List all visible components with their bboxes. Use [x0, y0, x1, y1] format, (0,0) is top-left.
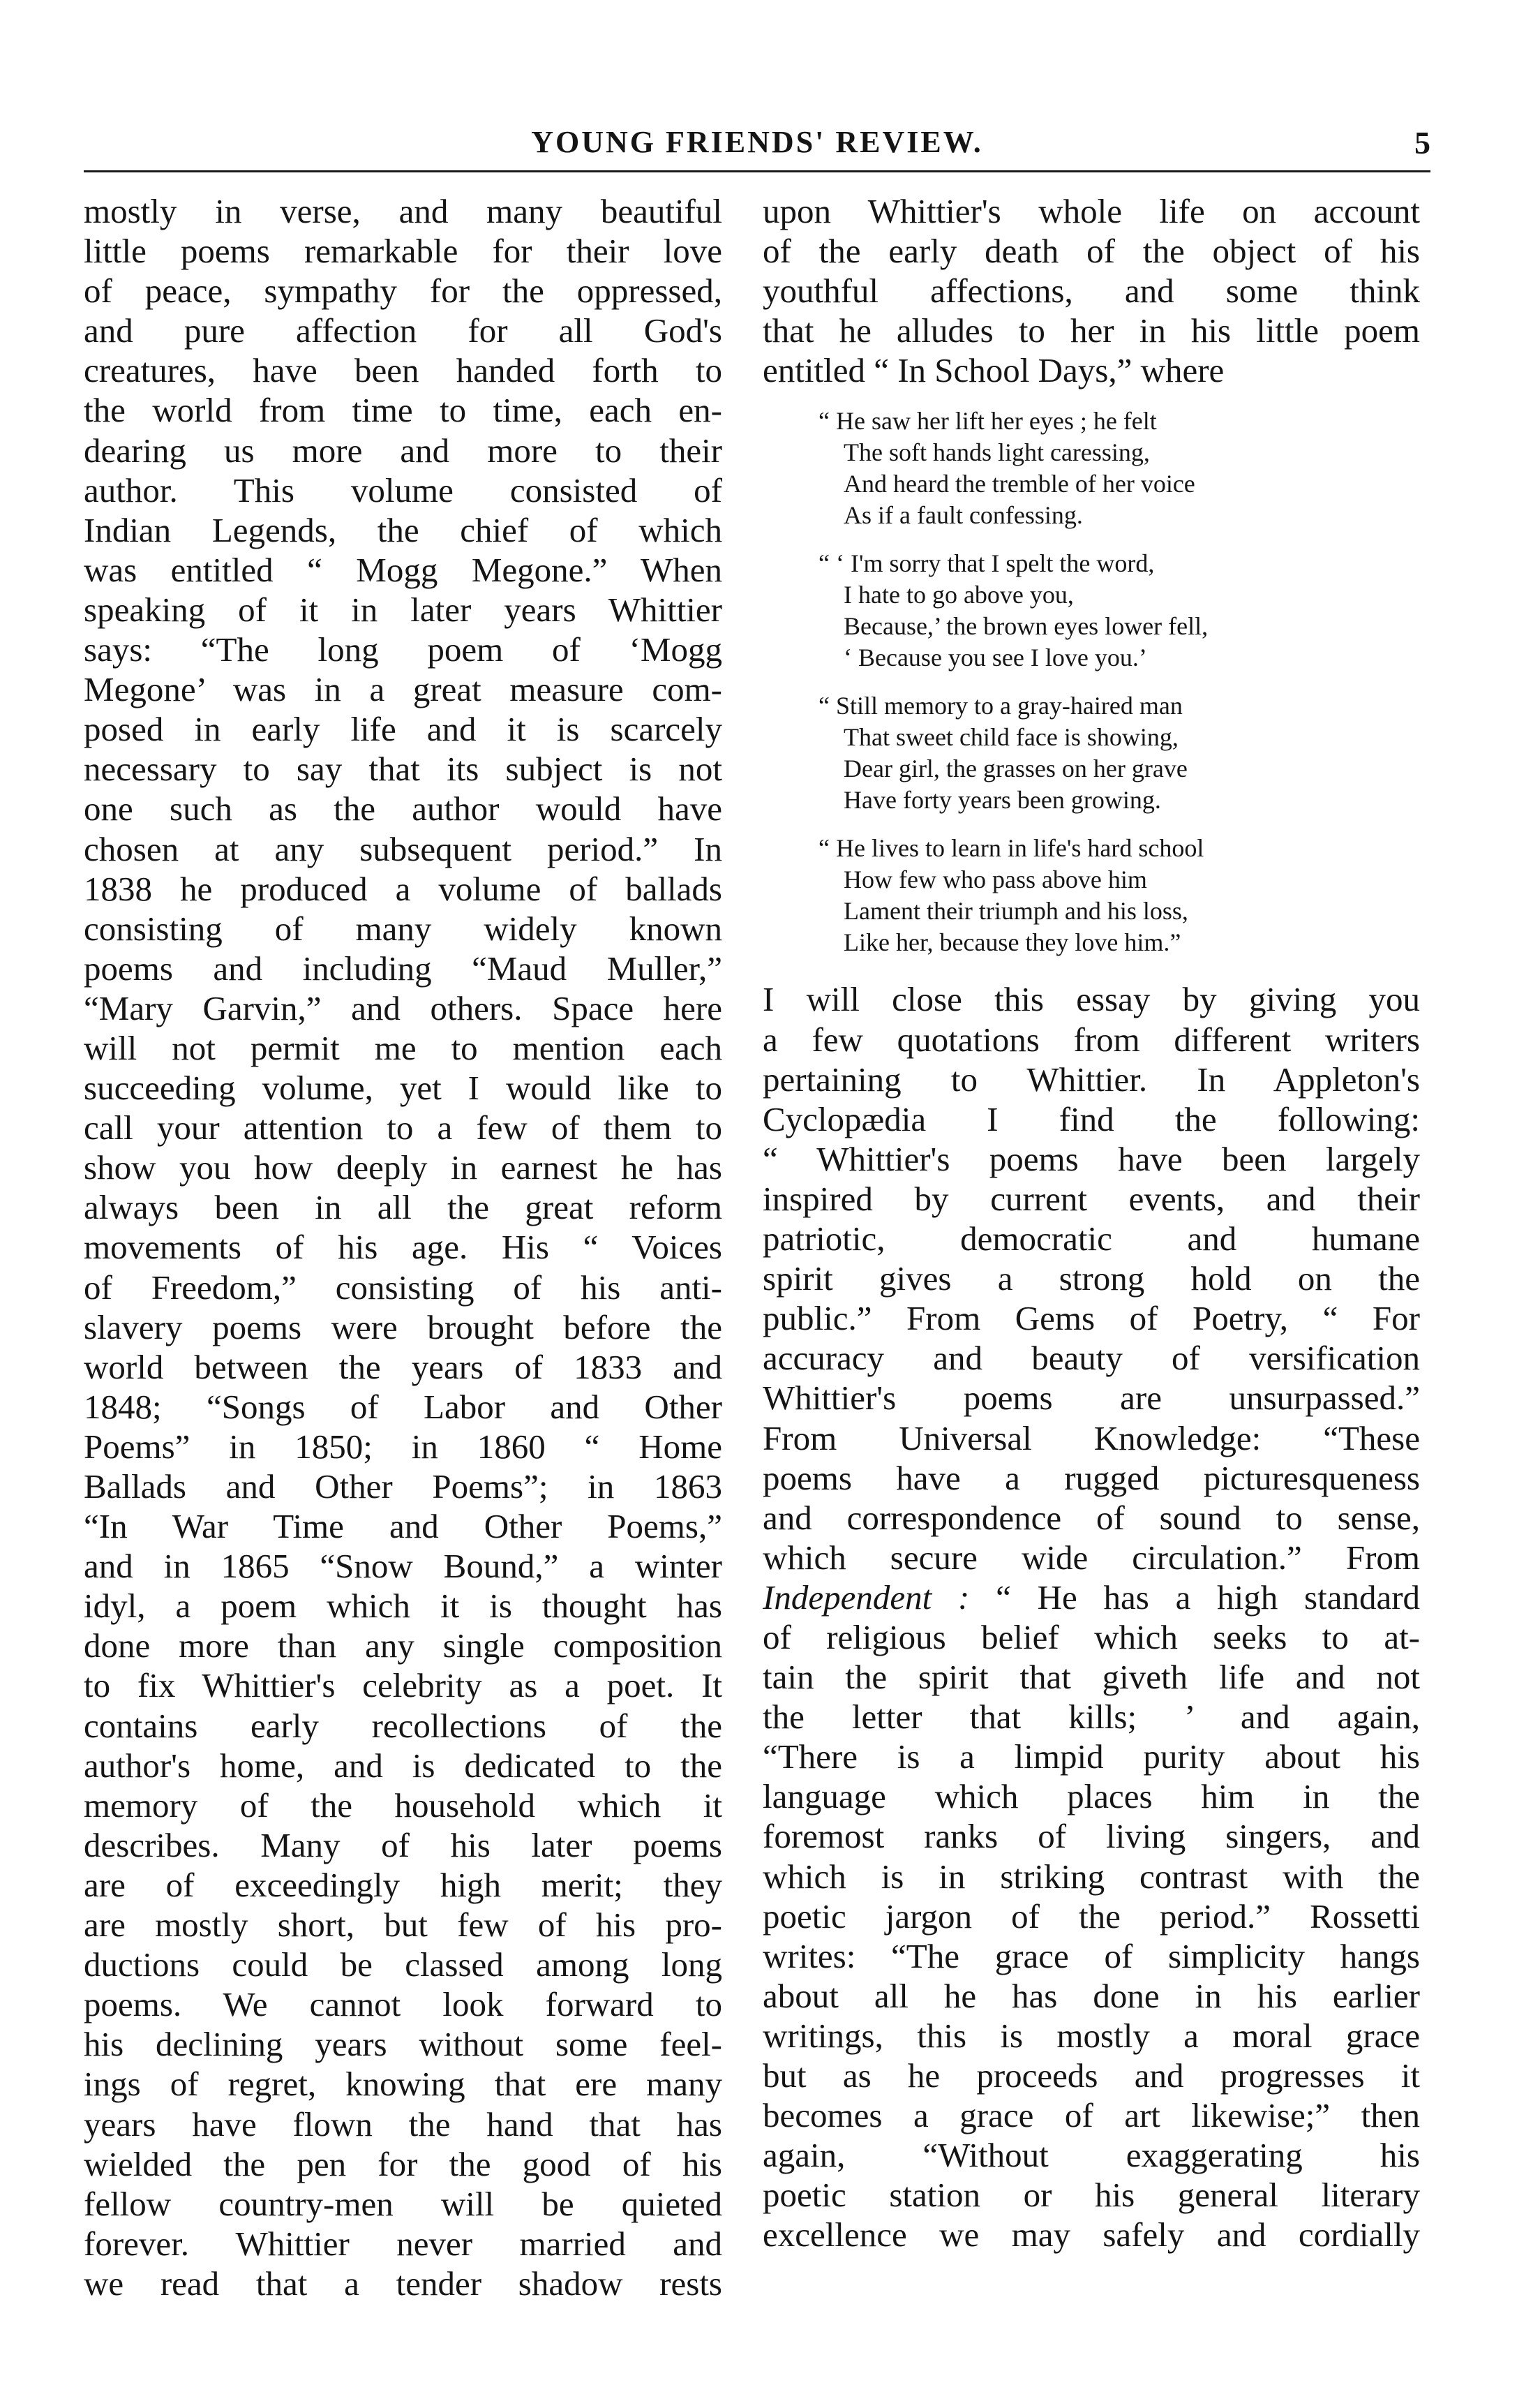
text-line: of peace, sympathy for the oppressed,: [84, 272, 722, 311]
text-line: tain the spirit that giveth life and not: [763, 1658, 1420, 1697]
poem-stanza: [818, 548, 1420, 674]
poem-line: “ He saw her lift her eyes ; he felt: [818, 407, 1157, 436]
poem-line: The soft hands light caressing,: [844, 438, 1150, 467]
text-line: idyl, a poem which it is thought has: [84, 1587, 722, 1626]
text-line: one such as the author would have: [84, 789, 722, 829]
text-line: dearing us more and more to their: [84, 431, 722, 470]
text-line: and in 1865 “Snow Bound,” a winter: [84, 1547, 722, 1586]
text-line: to fix Whittier's celebrity as a poet. It: [84, 1666, 722, 1705]
poem-stanza: [818, 406, 1420, 531]
poem-line: How few who pass above him: [844, 866, 1147, 894]
text-line: again, “Without exaggerating his: [763, 2136, 1420, 2175]
text-line: and pure affection for all God's: [84, 311, 722, 350]
poem-in-school-days: [763, 406, 1420, 958]
text-line: ductions could be classed among long: [84, 1945, 722, 1984]
text-line: contains early recollections of the: [84, 1706, 722, 1745]
text-line: done more than any single composition: [84, 1626, 722, 1665]
text-line: creatures, have been handed forth to: [84, 351, 722, 390]
text-line: Indian Legends, the chief of which: [84, 510, 722, 549]
text-line: which secure wide circulation.” From: [763, 1538, 1420, 1577]
poem-line: Lament their triumph and his loss,: [844, 897, 1188, 926]
text-line: From Universal Knowledge: “These: [763, 1418, 1420, 1457]
text-line: are mostly short, but few of his pro-: [84, 1906, 722, 1945]
text-line: are of exceedingly high merit; they: [84, 1865, 722, 1904]
header-rule: [84, 170, 1430, 172]
left-column: [84, 191, 722, 2303]
text-line: world between the years of 1833 and: [84, 1347, 722, 1386]
text-line: will not permit me to mention each: [84, 1028, 722, 1067]
text-line: Megone’ was in a great measure com-: [84, 670, 722, 709]
text-line: becomes a grace of art likewise;” then: [763, 2096, 1420, 2135]
poem-line: And heard the tremble of her voice: [844, 470, 1195, 498]
text-line: 1838 he produced a volume of ballads: [84, 869, 722, 908]
text-line: posed in early life and it is scarcely: [84, 710, 722, 749]
text-line: was entitled “ Mogg Megone.” When: [84, 550, 722, 589]
poem-line: As if a fault confessing.: [844, 501, 1083, 530]
text-line: poems have a rugged picturesqueness: [763, 1458, 1420, 1497]
text-line: spirit gives a strong hold on the: [763, 1259, 1420, 1298]
text-line: entitled “ In School Days,” where: [763, 351, 1225, 390]
journal-title: YOUNG FRIENDS' REVIEW.: [531, 125, 983, 159]
text-line: 1848; “Songs of Labor and Other: [84, 1387, 722, 1426]
text-line: poetic jargon of the period.” Rossetti: [763, 1896, 1420, 1936]
text-line: slavery poems were brought before the: [84, 1307, 722, 1346]
text-line: fellow country-men will be quieted: [84, 2184, 722, 2223]
text-line: public.” From Gems of Poetry, “ For: [763, 1299, 1420, 1338]
text-line: youthful affections, and some think: [763, 272, 1420, 311]
text-line: forever. Whittier never married and: [84, 2224, 722, 2263]
text-line: poetic station or his general literary: [763, 2176, 1420, 2215]
text-line: and correspondence of sound to sense,: [763, 1498, 1420, 1537]
right-column-after: [763, 979, 1420, 2255]
poem-line: Have forty years been growing.: [844, 786, 1161, 815]
text-line: author's home, and is dedicated to the: [84, 1746, 722, 1785]
text-line: always been in all the great reform: [84, 1188, 722, 1227]
right-column-intro: [763, 191, 1420, 390]
text-line: poems and including “Maud Muller,”: [84, 949, 722, 988]
poem-line: Because,’ the brown eyes lower fell,: [844, 612, 1209, 641]
text-line: of religious belief which seeks to at-: [763, 1617, 1420, 1656]
text-line: of the early death of the object of his: [763, 232, 1420, 271]
text-line: foremost ranks of living singers, and: [763, 1817, 1420, 1856]
text-line: a few quotations from different writers: [763, 1020, 1420, 1059]
text-line: says: “The long poem of ‘Mogg: [84, 630, 722, 669]
poem-line: ‘ Because you see I love you.’: [844, 644, 1147, 672]
poem-stanza: [818, 690, 1420, 816]
text-line: speaking of it in later years Whittier: [84, 590, 722, 629]
text-line: show you how deeply in earnest he has: [84, 1148, 722, 1187]
text-line: we read that a tender shadow rests: [84, 2264, 722, 2303]
poem-stanza: [818, 833, 1420, 958]
poem-line: “ Still memory to a gray-haired man: [818, 692, 1183, 720]
text-line: [763, 1577, 1420, 1617]
text-line: of Freedom,” consisting of his anti-: [84, 1268, 722, 1307]
text-line: Cyclopædia I find the following:: [763, 1099, 1420, 1138]
text-line: patriotic, democratic and humane: [763, 1219, 1420, 1258]
text-line: “There is a limpid purity about his: [763, 1737, 1420, 1776]
text-line: writings, this is mostly a moral grace: [763, 2016, 1420, 2055]
text-line: movements of his age. His “ Voices: [84, 1228, 722, 1267]
text-line: “In War Time and Other Poems,”: [84, 1507, 722, 1546]
text-line: wielded the pen for the good of his: [84, 2144, 722, 2183]
poem-line: “ ‘ I'm sorry that I spelt the word,: [818, 549, 1155, 578]
text-line: upon Whittier's whole life on account: [763, 192, 1420, 230]
text-line: but as he proceeds and progresses it: [763, 2056, 1420, 2095]
text-line: his declining years without some feel-: [84, 2025, 722, 2064]
text-line: “ Whittier's poems have been largely: [763, 1139, 1420, 1178]
text-line: poems. We cannot look forward to: [84, 1985, 722, 2024]
text-line: language which places him in the: [763, 1777, 1420, 1816]
page-number: 5: [1414, 125, 1430, 161]
poem-line: Like her, because they love him.”: [844, 928, 1181, 957]
right-column: [763, 191, 1420, 2255]
text-line: inspired by current events, and their: [763, 1179, 1420, 1218]
text-line: Poems” in 1850; in 1860 “ Home: [84, 1427, 722, 1466]
text-line: that he alludes to her in his little poem: [763, 311, 1420, 350]
text-line: author. This volume consisted of: [84, 470, 722, 510]
text-line: the world from time to time, each en-: [84, 391, 722, 430]
text-line: succeeding volume, yet I would like to: [84, 1069, 722, 1108]
text-line: “Mary Garvin,” and others. Space here: [84, 988, 722, 1027]
running-header: [84, 119, 1430, 168]
text-line: the letter that kills; ’ and again,: [763, 1698, 1420, 1737]
text-line: accuracy and beauty of versification: [763, 1339, 1420, 1378]
text-line: which is in striking contrast with the: [763, 1857, 1420, 1896]
text-line: ings of regret, knowing that ere many: [84, 2065, 722, 2104]
text-line: excellence we may safely and cordially: [763, 2215, 1420, 2255]
text-line: writes: “The grace of simplicity hangs: [763, 1936, 1420, 1975]
text-line: memory of the household which it: [84, 1785, 722, 1825]
poem-line: “ He lives to learn in life's hard school: [818, 834, 1204, 863]
poem-line: Dear girl, the grasses on her grave: [844, 755, 1188, 783]
text-line: Ballads and Other Poems”; in 1863: [84, 1467, 722, 1506]
text-line: little poems remarkable for their love: [84, 232, 722, 271]
text-line: call your attention to a few of them to: [84, 1108, 722, 1147]
text-line: I will close this essay by giving you: [763, 980, 1420, 1019]
text-fragment: “ He has a high standard: [996, 1577, 1421, 1617]
poem-line: That sweet child face is showing,: [844, 723, 1179, 752]
text-line: about all he has done in his earlier: [763, 1976, 1420, 2015]
poem-line: I hate to go above you,: [844, 581, 1074, 609]
text-line: consisting of many widely known: [84, 909, 722, 948]
source-independent: Independent :: [763, 1577, 970, 1617]
text-line: chosen at any subsequent period.” In: [84, 829, 722, 868]
text-line: Whittier's poems are unsurpassed.”: [763, 1379, 1420, 1418]
text-line: years have flown the hand that has: [84, 2104, 722, 2144]
text-line: describes. Many of his later poems: [84, 1825, 722, 1864]
text-line: pertaining to Whittier. In Appleton's: [763, 1060, 1420, 1099]
text-line: necessary to say that its subject is not: [84, 750, 722, 789]
text-line: mostly in verse, and many beautiful: [84, 192, 722, 230]
